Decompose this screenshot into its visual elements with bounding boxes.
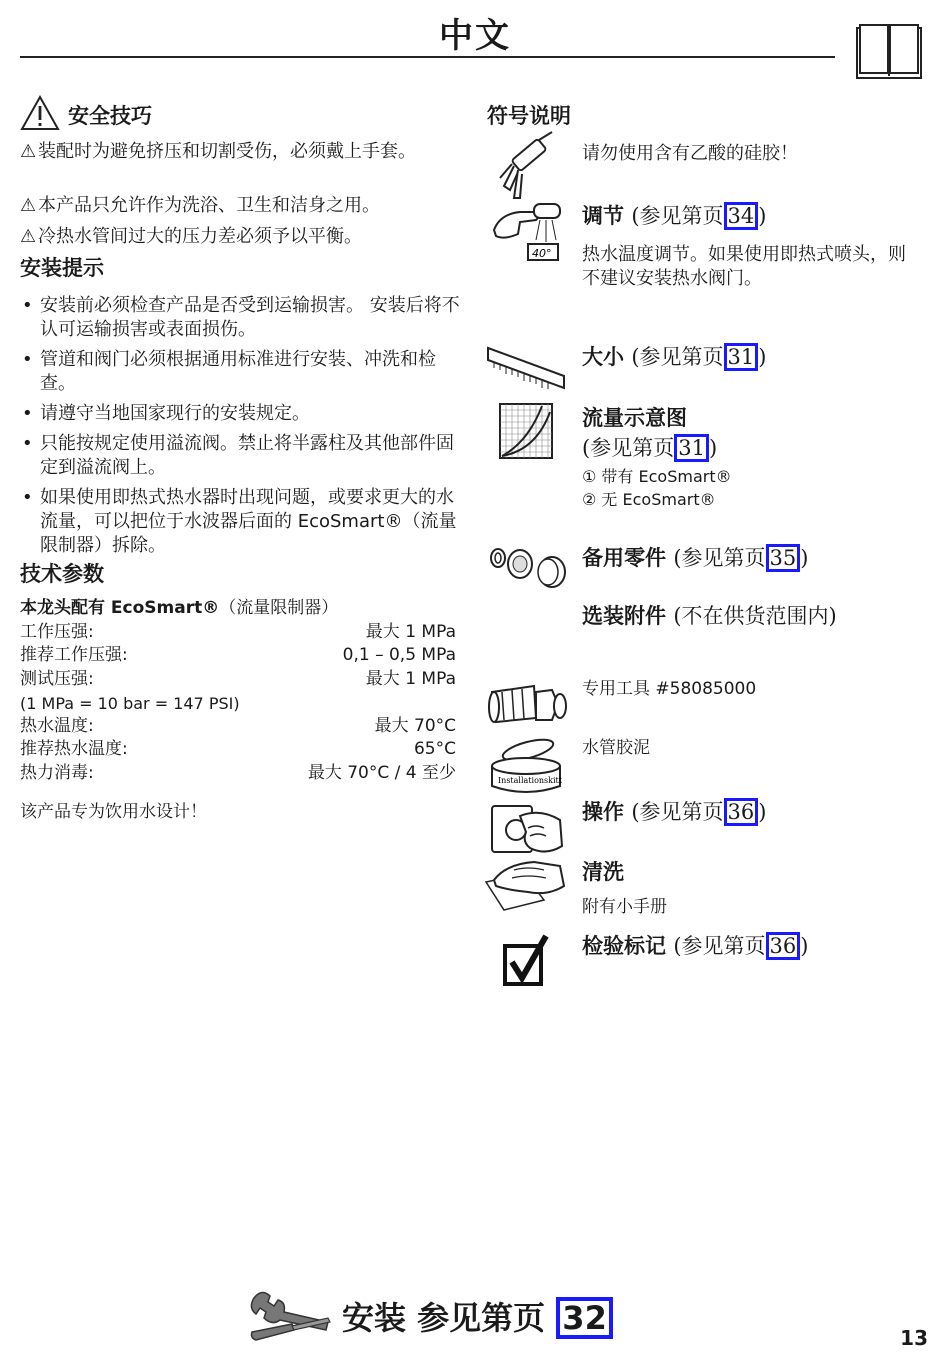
temperature-adjust-icon [490, 200, 566, 266]
size-heading: 大小 (参见第页 31 ) [582, 344, 767, 369]
small-warning-icon: ⚠ [20, 195, 37, 216]
grease-tin-icon [484, 738, 568, 796]
page-ref-link[interactable]: 36 [724, 798, 759, 826]
tech-title: 技术参数 [20, 561, 104, 586]
small-warning-icon: ⚠ [20, 226, 37, 247]
special-tool-label: 专用工具 #58085000 [582, 679, 757, 699]
list-item: • 请遵守当地国家现行的安装规定。 [20, 402, 465, 426]
page-ref-link[interactable]: 32 [556, 1297, 613, 1339]
spare-parts-icon [488, 540, 570, 592]
silicone-warning: 请勿使用含有乙酸的硅胶！ [582, 143, 798, 164]
book-icon [856, 24, 922, 80]
flow-item-2: ② 无 EcoSmart® [582, 490, 716, 509]
page-ref-link[interactable]: 36 [766, 932, 801, 960]
spec-row: 工作压强: 最大 1 MPa [20, 622, 456, 642]
flow-item-1: ① 带有 EcoSmart® [582, 467, 732, 486]
page-ref-link[interactable]: 31 [724, 343, 759, 371]
spec-row: (1 MPa = 10 bar = 147 PSI) [20, 694, 240, 713]
spec-row: 测试压强: 最大 1 MPa [20, 669, 456, 689]
spec-row: 热力消毒: 最大 70°C / 4 至少 [20, 763, 456, 783]
list-item: • 安装前必须检查产品是否受到运输损害。 安装后将不认可运输损害或表面损伤。 [20, 294, 465, 342]
cleaning-hand-icon [484, 856, 568, 912]
page-number: 13 [900, 1326, 928, 1350]
operation-icon [490, 798, 566, 856]
operation-heading: 操作 (参见第页 36 ) [582, 799, 767, 824]
warning-icon [20, 95, 60, 131]
flow-diagram-icon [498, 402, 554, 460]
safety-title: 安全技巧 [68, 103, 152, 128]
install-tips-list [20, 294, 465, 564]
footer-install-ref: 安装 参见第页 32 [342, 1293, 613, 1339]
cleaning-description: 附有小手册 [582, 897, 667, 917]
header-divider [20, 56, 835, 58]
spec-row: 热水温度: 最大 70°C [20, 716, 456, 736]
grease-label: 水管胶泥 [582, 738, 650, 758]
page-ref-link[interactable]: 31 [674, 434, 709, 462]
adjust-heading: 调节 (参见第页 34 ) [582, 203, 767, 228]
small-warning-icon: ⚠ [20, 141, 37, 162]
test-mark-heading: 检验标记 (参见第页 36 ) [582, 933, 809, 958]
safety-item: ⚠ 装配时为避免挤压和切割受伤，必须戴上手套。 [20, 141, 416, 162]
checkmark-box-icon [502, 932, 552, 988]
list-item: • 只能按规定使用溢流阀。禁止将半露柱及其他部件固定到溢流阀上。 [20, 432, 465, 480]
page-ref-link[interactable]: 35 [766, 544, 801, 572]
page-ref-link[interactable]: 34 [724, 202, 759, 230]
adjust-description: 热水温度调节。如果使用即热式喷头，则不建议安装热水阀门。 [582, 244, 906, 289]
svg-text:40°: 40° [532, 247, 552, 260]
svg-text:Installationskitt: Installationskitt [498, 776, 562, 785]
spec-row: 推荐工作压强: 0,1 – 0,5 MPa [20, 645, 456, 665]
list-item: • 管道和阀门必须根据通用标准进行安装、冲洗和检查。 [20, 348, 465, 396]
flow-heading: 流量示意图 (参见第页 31 ) [582, 405, 718, 460]
tech-subtitle: 本龙头配有 EcoSmart®（流量限制器） [20, 598, 339, 618]
page-title: 中文 [439, 16, 511, 56]
accessories-heading: 选装附件 (不在供货范围内) [582, 603, 837, 628]
install-tips-title: 安装提示 [20, 255, 104, 280]
spec-row: 推荐热水温度: 65°C [20, 739, 456, 759]
ruler-icon [486, 342, 566, 392]
special-tool-icon [486, 678, 570, 736]
spare-parts-heading: 备用零件 (参见第页 35 ) [582, 545, 809, 570]
cleaning-heading: 清洗 [582, 859, 624, 884]
safety-item: ⚠ 本产品只允许作为洗浴、卫生和洁身之用。 [20, 195, 380, 216]
safety-item: ⚠ 冷热水管间过大的压力差必须予以平衡。 [20, 226, 362, 247]
silicone-gun-icon [492, 130, 562, 202]
drinking-water-note: 该产品专为饮用水设计！ [20, 802, 207, 822]
symbols-title: 符号说明 [487, 103, 571, 128]
tools-icon [248, 1288, 332, 1344]
list-item: • 如果使用即热式热水器时出现问题，或要求更大的水流量，可以把位于水波器后面的 EcoSmart®（流量限制器）拆除。 [20, 486, 465, 558]
